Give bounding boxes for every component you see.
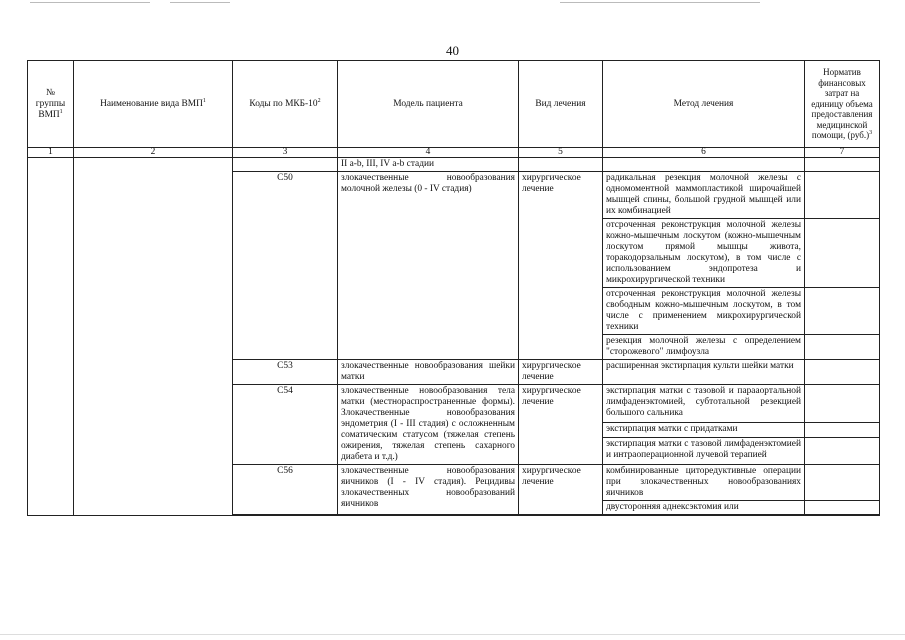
page-number: 40 (446, 43, 459, 58)
table-row: C54 злокачественные новообразования тела матки (местнораспространенные формы). Злокачественные новообразования эндометрия (I - III стадия) с осложненным соматическим статусом (тяжелая степень ожирения, тяжелая степень сахарного диабета и т.д.) хирургическое лечение экстирпация матки с тазовой и парааортальной лимфаденэктомией, субтотальной резекцией большого сальника (28, 385, 880, 423)
table-row: экстирпация матки с придатками (28, 423, 880, 438)
table-row: C56 злокачественные новообразования яичников (I - IV стадия). Рецидивы злокачественных новообразований яичников хирургическое лечение комбинированные циторедуктивные операции при злокачественных новообразованиях яичников (28, 465, 880, 501)
table-row: резекция молочной железы с определением "сторожевого" лимфоузла (28, 335, 880, 360)
table-row: двусторонняя аднексэктомия или (28, 501, 880, 515)
header-patient-model: Модель пациента (338, 61, 519, 148)
scan-top-edge (0, 0, 905, 6)
header-vmp-name: Наименование вида ВМП$^1$ (74, 61, 233, 148)
header-icd-codes: Коды по МКБ-$10^2$ (233, 61, 338, 148)
header-cost-norm: Норматив финансовых затрат на единицу объема предоставления медицинской помощи, $(руб.)^3$ (805, 61, 880, 148)
column-number-row: 1 2 3 4 5 6 7 (28, 148, 880, 158)
scan-bottom-edge (0, 634, 905, 635)
table-row: отсроченная реконструкция молочной железы свободным кожно-мышечным лоскутом, в том числе с применением микрохирургической техники (28, 288, 880, 335)
table-row: C53 злокачественные новообразования шейки матки хирургическое лечение расширенная экстирпация культи шейки матки (28, 360, 880, 385)
table-row: экстирпация матки с тазовой лимфаденэктомией и интраоперационной лучевой терапией (28, 438, 880, 465)
header-group-number: № группы ВМП$^1$ (28, 61, 74, 148)
header-row (28, 61, 880, 148)
table-row: C50 злокачественные новообразования молочной железы (0 - IV стадия) хирургическое лечение радикальная резекция молочной железы с одномоментной маммопластикой широчайшей мышцей спины, большой грудной мышцей или их комбинацией (28, 172, 880, 219)
table-row: II a-b, III, IV a-b стадии (28, 158, 880, 172)
vmp-table (27, 60, 880, 516)
header-treatment-method: Метод лечения (603, 61, 805, 148)
table-row: отсроченная реконструкция молочной железы кожно-мышечным лоскутом (кожно-мышечным лоскутом прямой мышцы живота, торакодорзальным лоскутом), в том числе с использованием эндопротеза и микрохирургической техники (28, 219, 880, 288)
header-treatment-type: Вид лечения (519, 61, 603, 148)
